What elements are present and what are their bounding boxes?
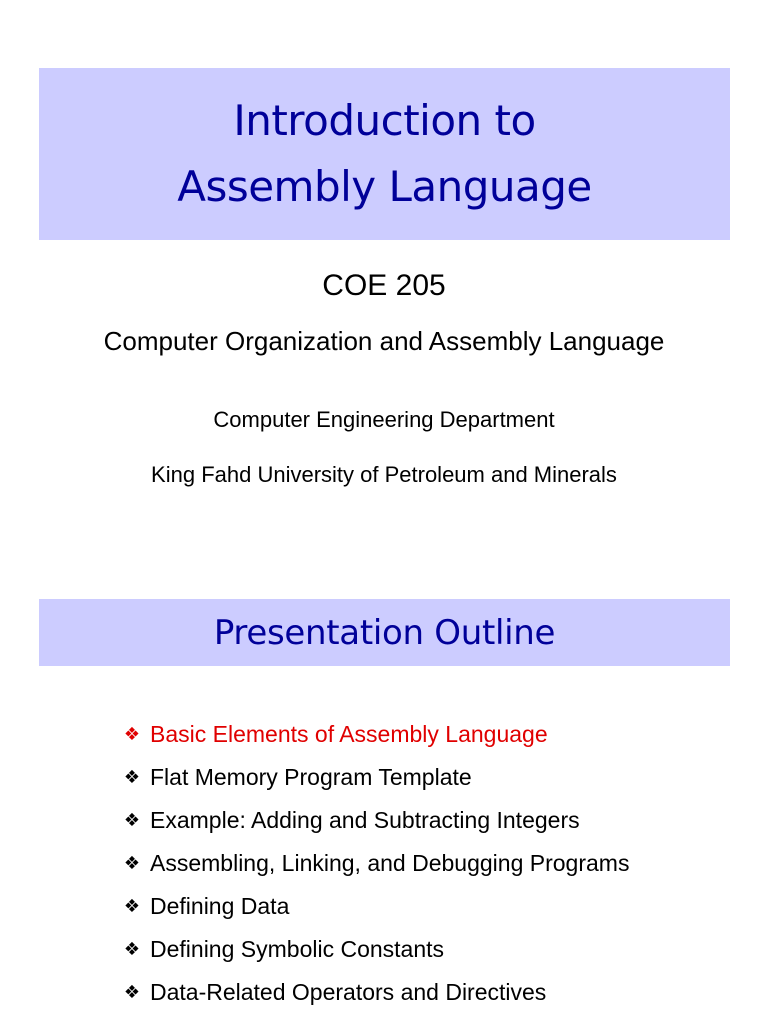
outline-item <box>121 885 629 928</box>
outline-list <box>121 713 629 1014</box>
diamond-bullet-icon: ❖ <box>123 810 141 831</box>
outline-item-label: Example: Adding and Subtracting Integers <box>150 807 580 833</box>
university-name: King Fahd University of Petroleum and Minerals <box>151 462 617 487</box>
diamond-bullet-icon: ❖ <box>123 982 141 1003</box>
outline-item-label: Basic Elements of Assembly Language <box>150 721 548 747</box>
title-banner <box>39 68 730 240</box>
outline-item-label: Flat Memory Program Template <box>150 764 472 790</box>
outline-banner <box>39 599 730 666</box>
diamond-bullet-icon: ❖ <box>123 724 141 745</box>
title-line-2: Assembly Language <box>177 162 592 211</box>
outline-item <box>121 756 629 799</box>
outline-item-label: Defining Symbolic Constants <box>150 936 445 962</box>
diamond-bullet-icon: ❖ <box>123 767 141 788</box>
outline-item-label: Data-Related Operators and Directives <box>150 979 547 1005</box>
department-name: Computer Engineering Department <box>213 407 555 432</box>
outline-item <box>121 928 629 971</box>
outline-item <box>121 842 629 885</box>
diamond-bullet-icon: ❖ <box>123 939 141 960</box>
diamond-bullet-icon: ❖ <box>123 896 141 917</box>
course-name: Computer Organization and Assembly Language <box>103 326 665 356</box>
outline-heading: Presentation Outline <box>213 612 556 653</box>
outline-item <box>121 713 629 756</box>
outline-item-label: Defining Data <box>150 893 290 919</box>
outline-item-label: Assembling, Linking, and Debugging Programs <box>150 850 630 876</box>
course-code: COE 205 <box>322 269 446 302</box>
outline-item <box>121 799 629 842</box>
diamond-bullet-icon: ❖ <box>123 853 141 874</box>
title-line-1: Introduction to <box>233 96 536 145</box>
outline-item <box>121 971 629 1014</box>
